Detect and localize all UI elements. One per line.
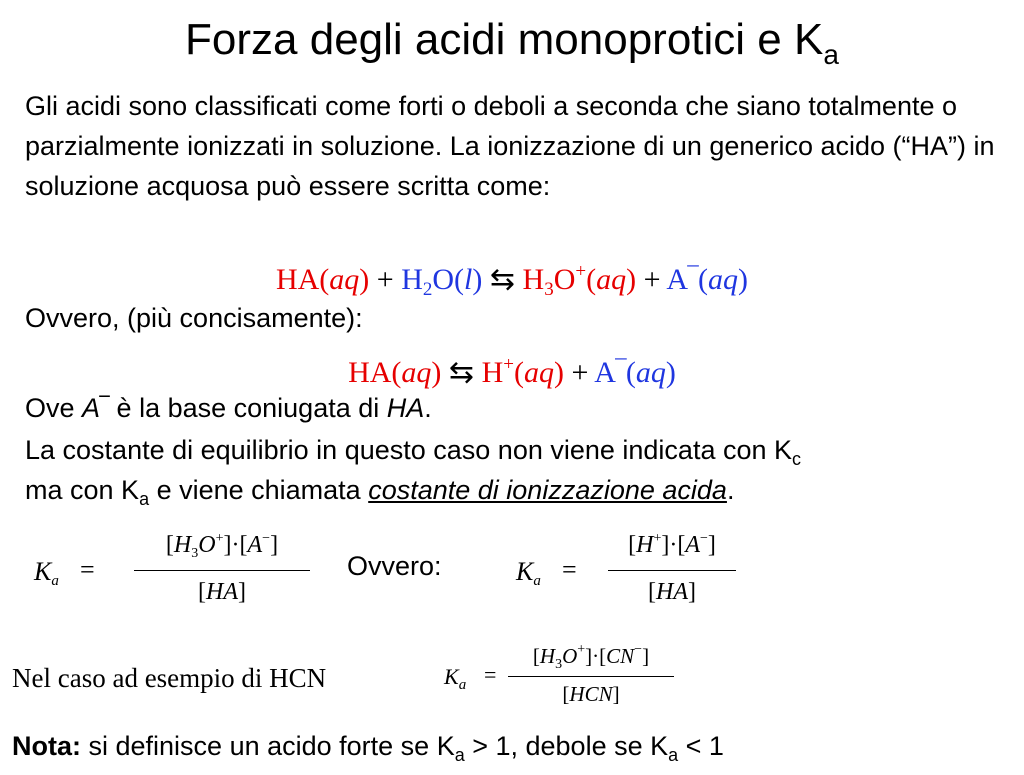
numerator: $[H_3O^+]\cdot[CN^-]$: [532, 642, 650, 672]
denominator: [HA]: [648, 579, 696, 605]
denominator: [HA]: [198, 579, 246, 605]
ovvero-line: Ovvero, (più concisamente):: [25, 303, 363, 333]
ionization-equation-full: $HA(aq) + H_2O(l)$ ⇆ $H_3O^+(aq)$ + A‾(aq): [275, 261, 749, 300]
ka-formula-hcn: [440, 640, 690, 715]
ionization-equation-short: HA(aq) ⇆ H+(aq) + A‾(aq): [348, 354, 676, 389]
ka-symbol: $K_a$: [516, 557, 541, 589]
ovvero-label: Ovvero:: [347, 551, 442, 581]
fraction-bar: [134, 570, 310, 571]
intro-paragraph: Gli acidi sono classificati come forti o deboli a seconda che siano totalmente o parzialmente ionizzati in soluzione. La ionizzazione di un generico acido (“HA”) in soluzione acquosa può essere scritta come:: [25, 91, 995, 201]
fraction-bar: [608, 570, 736, 571]
numerator: [H+]·[A−]: [628, 531, 716, 558]
equals-sign: =: [484, 662, 497, 687]
hcn-example-label: Nel caso ad esempio di HCN: [12, 663, 327, 693]
nota-line: Nota: si definisce un acido forte se $K_a > 1$, debole se $K_a < 1$: [12, 731, 724, 765]
conjugate-base-line: Ove A‾ è la base coniugata di HA.: [25, 393, 432, 423]
equals-sign: =: [562, 555, 577, 584]
numerator: $[H_3O^+]\cdot[A^-]$: [165, 531, 279, 561]
ka-formula-h3o: [30, 527, 290, 617]
ka-term: costante di ionizzazione acida: [368, 475, 727, 505]
ka-definition-line: ma con $K_a$ e viene chiamata costante di ionizzazione acida.: [25, 475, 735, 509]
fraction-bar: [508, 676, 674, 677]
equals-sign: =: [80, 555, 95, 584]
ka-formula-h: [512, 527, 742, 617]
slide-title: Forza degli acidi monoprotici e $K_a$: [185, 15, 839, 70]
denominator: [HCN]: [562, 682, 620, 706]
ka-symbol: $K_a$: [34, 557, 59, 589]
equilibrium-constant-line: La costante di equilibrio in questo caso non viene indicata con $K_c$: [25, 435, 802, 469]
ka-symbol: $K_a$: [444, 664, 467, 693]
